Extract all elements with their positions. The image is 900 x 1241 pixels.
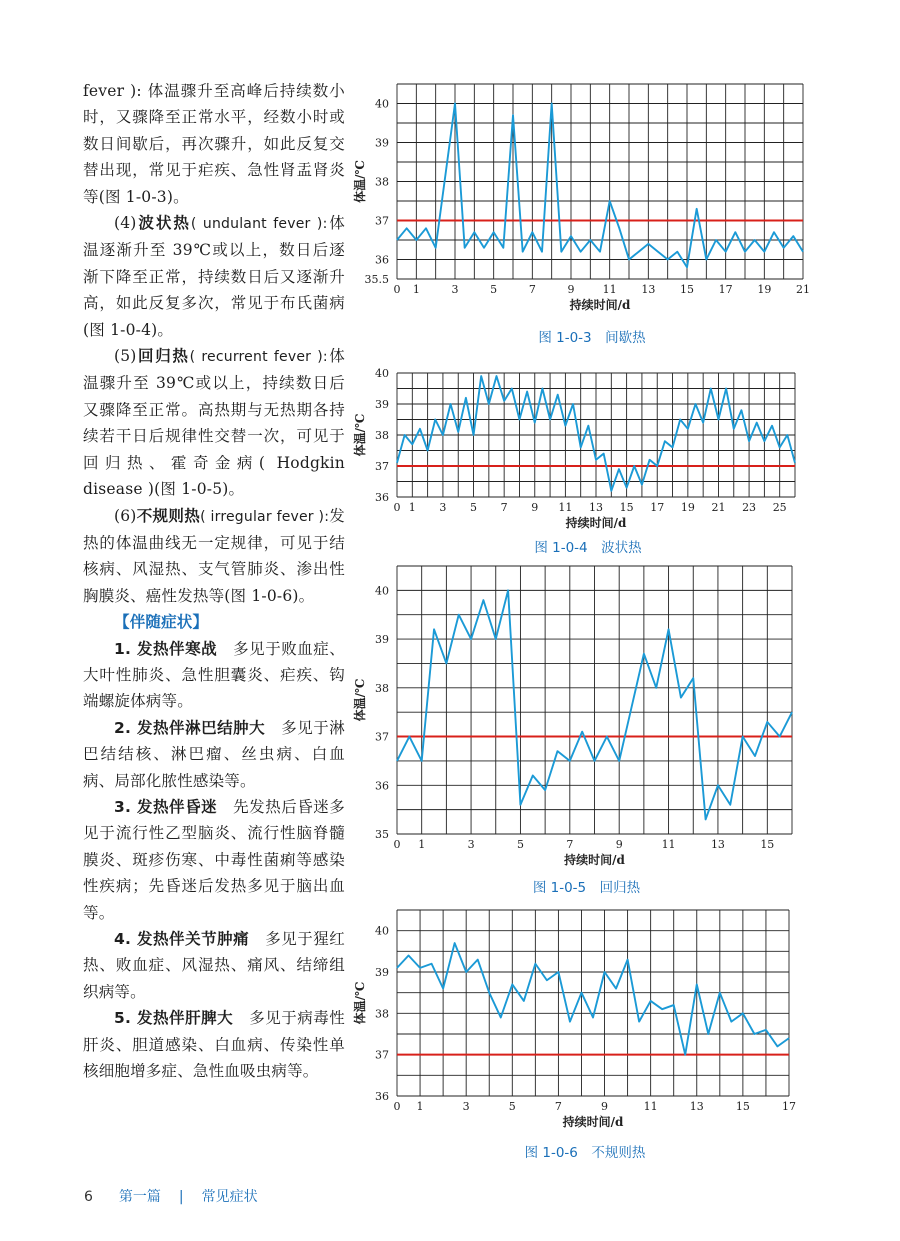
x-tick-label: 19	[680, 501, 695, 514]
y-tick-label: 39	[375, 398, 389, 411]
x-tick-label: 3	[462, 1100, 470, 1113]
y-tick-label: 39	[375, 966, 389, 979]
undulant-fever-description: 体温逐渐升至 39℃或以上，数日后逐渐下降至正常，持续数日后又逐渐升高，如此反复多次，常见于布氏菌病(图 1-0-4)。	[83, 214, 345, 339]
x-tick-label: 13	[641, 283, 656, 296]
x-tick-label: 13	[710, 838, 725, 851]
x-tick-label: 13	[689, 1100, 704, 1113]
term-undulant-fever: 波状热	[136, 214, 191, 233]
x-tick-label: 7	[554, 1100, 562, 1113]
x-tick-label: 1	[412, 283, 420, 296]
x-tick-label: 1	[408, 501, 416, 514]
page-number: 6	[84, 1189, 93, 1205]
symptom-item-body: 多见于猩红热、败血症、风湿热、痛风、结缔组织病等。	[83, 930, 345, 1001]
symptom-item-body: 先发热后昏迷多见于流行性乙型脑炎、流行性脑脊髓膜炎、斑疹伤寒、中毒性菌痢等感染性疾病；先昏迷后发热多见于脑出血等。	[83, 797, 346, 922]
y-tick-label: 40	[375, 97, 389, 111]
y-tick-label: 35	[375, 828, 389, 841]
y-tick-label: 40	[375, 924, 389, 938]
symptom-item-body: 多见于淋巴结结核、淋巴瘤、丝虫病、白血病、局部化脓性感染等。	[83, 718, 345, 790]
x-tick-label: 15	[619, 501, 634, 514]
x-tick-label: 3	[451, 283, 459, 296]
y-axis-label: 体温/℃	[353, 678, 367, 722]
x-tick-label: 17	[718, 283, 733, 296]
term-irregular-fever: 不规则热	[136, 506, 201, 525]
x-axis-label: 持续时间/d	[569, 298, 631, 312]
y-tick-label: 37	[375, 730, 389, 744]
x-tick-label: 15	[680, 283, 694, 296]
x-tick-label: 9	[601, 1100, 609, 1113]
x-axis-label: 持续时间/d	[564, 853, 625, 867]
y-tick-label: 39	[375, 633, 389, 647]
y-tick-label: 38	[375, 681, 389, 695]
figure-caption: 图 1-0-5 回归热	[532, 880, 641, 896]
symptom-item-body: 多见于败血症、大叶性肺炎、急性胆囊炎、疟疾、钩端螺旋体病等。	[83, 639, 346, 711]
x-tick-label: 9	[567, 283, 575, 296]
irregular-number: (6)	[114, 506, 137, 525]
y-tick-label: 36	[375, 1090, 389, 1103]
x-tick-label: 0	[393, 838, 401, 851]
symptom-item-title: 2. 发热伴淋巴结肿大	[114, 718, 266, 737]
x-tick-label: 9	[615, 838, 623, 851]
x-tick-label: 9	[531, 501, 539, 514]
y-axis-label: 体温/℃	[353, 160, 367, 203]
x-tick-label: 11	[602, 283, 617, 296]
symptom-item-title: 5. 发热伴肝脾大	[114, 1009, 234, 1028]
x-tick-label: 5	[516, 838, 524, 851]
x-tick-label: 3	[439, 501, 447, 514]
term-undulant-fever-en: ( undulant fever ):	[190, 216, 328, 233]
symptom-item-title: 1. 发热伴寒战	[114, 639, 218, 658]
x-tick-label: 21	[796, 283, 810, 296]
x-tick-label: 0	[393, 501, 401, 514]
x-tick-label: 7	[566, 838, 574, 851]
x-tick-label: 3	[467, 838, 475, 851]
figure-caption: 图 1-0-4 波状热	[534, 540, 642, 556]
y-tick-label: 36	[375, 491, 389, 504]
y-tick-label: 40	[375, 584, 389, 598]
term-recurrent-fever-en: ( recurrent fever ):	[189, 349, 328, 366]
y-axis-label: 体温/℃	[353, 981, 367, 1025]
term-recurrent-fever: 回归热	[136, 347, 190, 366]
symptom-item-title: 3. 发热伴昏迷	[114, 797, 218, 816]
x-tick-label: 1	[418, 838, 426, 851]
y-tick-label: 37	[375, 1048, 389, 1062]
y-tick-label: 38	[375, 175, 389, 189]
x-tick-label: 17	[782, 1100, 796, 1113]
temperature-series-line	[397, 943, 789, 1055]
x-tick-label: 17	[650, 501, 665, 514]
symptom-item-title: 4. 发热伴关节肿痛	[114, 930, 250, 948]
term-irregular-fever-en: ( irregular fever ):	[200, 508, 330, 525]
x-tick-label: 7	[528, 283, 536, 296]
y-tick-label: 40	[375, 367, 389, 380]
irregular-fever-description: 发热的体温曲线无一定规律，可见于结核病、风湿热、支气管肺炎、渗出性胸膜炎、癌性发热等(图 1-0-6)。	[83, 506, 345, 605]
y-tick-label: 35.5	[364, 273, 389, 286]
x-tick-label: 5	[490, 283, 498, 296]
symptom-item-body: 多见于病毒性肝炎、胆道感染、白血病、传染性单核细胞增多症、急性血吸虫病等。	[83, 1009, 346, 1081]
x-tick-label: 0	[393, 1100, 401, 1113]
paragraph-intermittent-fever: fever ): 体温骤升至高峰后持续数小时，又骤降至正常水平，经数小时或数日间歇后，再次骤升，如此反复交替出现，常见于疟疾、急性肾盂肾炎等(图 1-0-3)。	[83, 82, 345, 206]
figure-caption: 图 1-0-3 间歇热	[538, 330, 646, 346]
y-tick-label: 39	[375, 136, 389, 150]
section-heading-accompanying-symptoms: 【伴随症状】	[114, 613, 209, 632]
x-tick-label: 13	[589, 501, 603, 514]
x-tick-label: 15	[735, 1100, 750, 1113]
x-tick-label: 5	[470, 501, 478, 514]
x-tick-label: 11	[643, 1100, 658, 1113]
x-tick-label: 0	[393, 283, 401, 296]
temperature-series-line	[397, 104, 803, 268]
x-tick-label: 15	[760, 838, 775, 851]
x-tick-label: 1	[416, 1100, 424, 1113]
y-axis-label: 体温/℃	[353, 413, 367, 457]
recurrent-number: (5)	[114, 347, 137, 366]
x-tick-label: 11	[558, 501, 573, 514]
y-tick-label: 38	[375, 429, 389, 442]
figure-caption: 图 1-0-6 不规则热	[524, 1145, 646, 1161]
footer-chapter: 常见症状	[201, 1189, 258, 1205]
x-tick-label: 7	[500, 501, 508, 514]
x-tick-label: 23	[742, 501, 757, 514]
recurrent-fever-description: 体温骤升至 39℃或以上，持续数日后又骤降至正常。高热期与无热期各持续若干日后规律性交替一次，可见于回归热、霍奇金病( Hodgkin disease )(图 1-0-5)。	[83, 347, 345, 499]
x-tick-label: 21	[711, 501, 726, 514]
page-footer	[84, 1186, 258, 1206]
x-tick-label: 11	[661, 838, 676, 851]
x-tick-label: 5	[508, 1100, 516, 1113]
footer-divider: |	[178, 1189, 184, 1205]
x-tick-label: 19	[757, 283, 772, 296]
footer-part: 第一篇	[118, 1189, 161, 1205]
y-tick-label: 38	[375, 1007, 389, 1021]
x-axis-label: 持续时间/d	[562, 1115, 624, 1129]
y-tick-label: 37	[375, 460, 389, 473]
y-tick-label: 37	[375, 214, 389, 228]
x-axis-label: 持续时间/d	[565, 516, 627, 530]
undulant-number: (4)	[114, 214, 137, 233]
y-tick-label: 36	[375, 779, 389, 793]
x-tick-label: 25	[772, 501, 787, 514]
y-tick-label: 36	[375, 253, 389, 267]
